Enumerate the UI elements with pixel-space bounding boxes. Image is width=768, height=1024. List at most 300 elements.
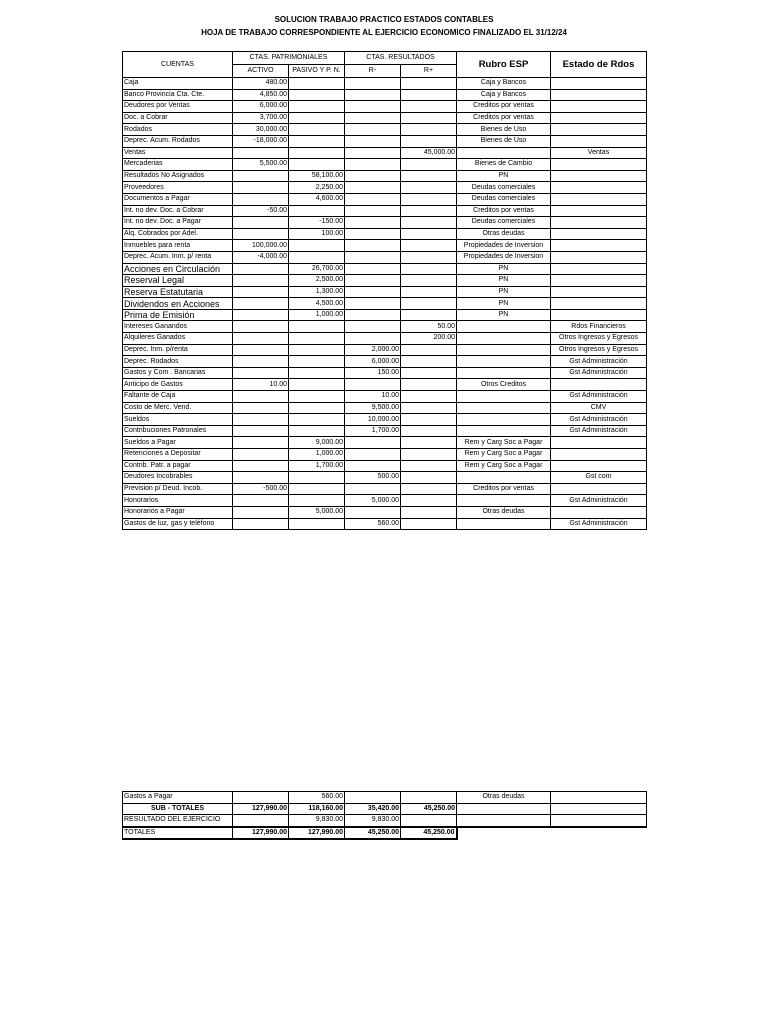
cell-r-minus <box>345 792 401 804</box>
cell-rubro <box>457 402 551 414</box>
header-r-plus: R+ <box>401 65 457 78</box>
cell-rubro: PN <box>457 309 551 321</box>
cell-estado <box>551 437 647 449</box>
cell-r-minus: 10.00 <box>345 391 401 403</box>
cell-activo <box>233 286 289 298</box>
cell-r-plus <box>401 159 457 171</box>
cell-activo: -4,000.00 <box>233 251 289 263</box>
table-row <box>123 506 647 518</box>
cell-estado <box>551 298 647 310</box>
title-line-1: SOLUCION TRABAJO PRACTICO ESTADOS CONTABLES <box>274 15 494 24</box>
cell-r-plus <box>401 101 457 113</box>
cell-r-minus: 45,250.00 <box>345 827 401 840</box>
cell-activo <box>233 460 289 472</box>
cell-pasivo: 26,700.00 <box>289 263 345 275</box>
cell-activo: 127,990.00 <box>233 803 289 815</box>
cell-r-minus <box>345 205 401 217</box>
cell-r-minus: 560.00 <box>345 518 401 530</box>
cell-r-minus <box>345 275 401 287</box>
cell-cuenta: Banco Provincia Cta. Cte. <box>123 89 233 101</box>
cell-estado <box>551 792 647 804</box>
cell-r-plus <box>401 425 457 437</box>
cell-pasivo: 2,500.00 <box>289 275 345 287</box>
header-ctas-resultados: CTAS. RESULTADOS <box>345 52 457 65</box>
cell-estado: Gst Administración <box>551 518 647 530</box>
cell-cuenta: Int. no dev. Doc. a Cobrar <box>123 205 233 217</box>
cell-r-plus <box>401 356 457 368</box>
table-row <box>123 159 647 171</box>
table-row <box>123 391 647 403</box>
table-row <box>123 251 647 263</box>
cell-pasivo: 1,000.00 <box>289 449 345 461</box>
cell-pasivo <box>289 344 345 356</box>
cell-r-minus <box>345 251 401 263</box>
cell-r-minus <box>345 379 401 391</box>
cell-pasivo <box>289 425 345 437</box>
cell-estado: Gst Administración <box>551 425 647 437</box>
header-r-minus: R- <box>345 65 401 78</box>
cell-r-plus <box>401 414 457 426</box>
cell-rubro: PN <box>457 275 551 287</box>
table-row <box>123 437 647 449</box>
table-row <box>123 135 647 147</box>
cell-pasivo: 118,160.00 <box>289 803 345 815</box>
header-rubro-esp: Rubro ESP <box>457 52 551 78</box>
cell-r-plus <box>401 367 457 379</box>
cell-pasivo <box>289 159 345 171</box>
cell-activo <box>233 402 289 414</box>
cell-cuenta: Gastos y Com . Bancarias <box>123 367 233 379</box>
table-row <box>123 460 647 472</box>
cell-rubro: Otras deudas <box>457 792 551 804</box>
table-row <box>123 344 647 356</box>
cell-estado <box>551 193 647 205</box>
cell-r-minus <box>345 193 401 205</box>
cell-estado: Otros Ingresos y Egresos <box>551 333 647 345</box>
cell-estado: Gst Administración <box>551 367 647 379</box>
cell-cuenta: Contrib. Patr. a pagar <box>123 460 233 472</box>
cell-pasivo <box>289 495 345 507</box>
cell-r-minus <box>345 309 401 321</box>
table-row <box>123 170 647 182</box>
table-row-subtotales <box>123 803 647 815</box>
cell-rubro <box>457 147 551 159</box>
cell-estado <box>551 170 647 182</box>
cell-r-minus <box>345 228 401 240</box>
cell-cuenta: Deudores por Ventas <box>123 101 233 113</box>
cell-cuenta: Ventas <box>123 147 233 159</box>
cell-r-plus <box>401 483 457 495</box>
cell-r-minus: 9,500.00 <box>345 402 401 414</box>
cell-r-plus <box>401 193 457 205</box>
cell-cuenta: Rodados <box>123 124 233 136</box>
cell-cuenta: RESULTADO DEL EJERCICIO <box>123 815 233 827</box>
cell-r-minus: 9,830.00 <box>345 815 401 827</box>
table-row <box>123 518 647 530</box>
cell-pasivo: 5,000.00 <box>289 506 345 518</box>
cell-activo <box>233 170 289 182</box>
table-row <box>123 495 647 507</box>
cell-rubro <box>457 815 551 827</box>
cell-activo: -500.00 <box>233 483 289 495</box>
cell-r-minus: 2,000.00 <box>345 344 401 356</box>
header-estado-rdos: Estado de Rdos <box>551 52 647 78</box>
cell-r-plus <box>401 344 457 356</box>
cell-rubro <box>457 803 551 815</box>
table-row <box>123 228 647 240</box>
cell-rubro: Otras deudas <box>457 228 551 240</box>
cell-rubro: Creditos por ventas <box>457 101 551 113</box>
cell-cuenta: Acciones en Circulación <box>123 263 233 275</box>
table-row <box>123 379 647 391</box>
cell-pasivo <box>289 321 345 333</box>
cell-pasivo: 1,000.00 <box>289 309 345 321</box>
cell-rubro <box>457 414 551 426</box>
cell-pasivo: 9,000.00 <box>289 437 345 449</box>
cell-estado: Rdos Financieros <box>551 321 647 333</box>
table-row <box>123 414 647 426</box>
cell-rubro: Rem y Carg Soc a Pagar <box>457 449 551 461</box>
cell-rubro: Propiedades de Inversion <box>457 240 551 252</box>
cell-estado <box>551 379 647 391</box>
cell-cuenta: Sueldos a Pagar <box>123 437 233 449</box>
cell-rubro: Creditos por ventas <box>457 483 551 495</box>
cell-activo <box>233 437 289 449</box>
cell-activo: 3,700.00 <box>233 112 289 124</box>
cell-r-minus <box>345 89 401 101</box>
table-row <box>123 309 647 321</box>
cell-pasivo <box>289 135 345 147</box>
cell-estado <box>551 240 647 252</box>
cell-activo <box>233 275 289 287</box>
cell-rubro: PN <box>457 263 551 275</box>
cell-pasivo <box>289 251 345 263</box>
cell-r-minus <box>345 298 401 310</box>
table-row <box>123 89 647 101</box>
cell-activo <box>233 356 289 368</box>
cell-pasivo: 4,600.00 <box>289 193 345 205</box>
cell-estado <box>551 263 647 275</box>
cell-pasivo <box>289 391 345 403</box>
cell-estado <box>551 135 647 147</box>
cell-rubro <box>457 518 551 530</box>
worksheet-table <box>122 51 647 530</box>
cell-r-plus <box>401 402 457 414</box>
table-row <box>123 78 647 90</box>
cell-r-plus <box>401 170 457 182</box>
cell-cuenta: Deudores Incobrables <box>123 472 233 484</box>
cell-activo <box>233 217 289 229</box>
table-row <box>123 101 647 113</box>
cell-r-plus: 200.00 <box>401 333 457 345</box>
cell-activo <box>233 263 289 275</box>
cell-r-plus: 45,000.00 <box>401 147 457 159</box>
cell-pasivo: 560.00 <box>289 792 345 804</box>
cell-pasivo: 2,250.00 <box>289 182 345 194</box>
cell-rubro: Otras deudas <box>457 506 551 518</box>
cell-r-minus: 1,700.00 <box>345 425 401 437</box>
cell-estado <box>551 205 647 217</box>
cell-r-minus: 10,000.00 <box>345 414 401 426</box>
cell-activo <box>233 321 289 333</box>
cell-r-plus <box>401 518 457 530</box>
cell-r-minus: 6,000.00 <box>345 356 401 368</box>
cell-r-minus <box>345 135 401 147</box>
table-row <box>123 449 647 461</box>
cell-pasivo <box>289 379 345 391</box>
cell-estado <box>551 112 647 124</box>
cell-activo <box>233 182 289 194</box>
cell-cuenta: Inmuebles para renta <box>123 240 233 252</box>
cell-pasivo: 1,300.00 <box>289 286 345 298</box>
cell-rubro: Otros Creditos <box>457 379 551 391</box>
cell-r-minus <box>345 182 401 194</box>
table-row <box>123 321 647 333</box>
cell-r-minus <box>345 321 401 333</box>
cell-r-plus <box>401 309 457 321</box>
cell-pasivo <box>289 101 345 113</box>
cell-rubro <box>457 391 551 403</box>
cell-rubro <box>457 425 551 437</box>
table-row-totales <box>123 827 647 840</box>
cell-r-minus <box>345 159 401 171</box>
cell-r-plus <box>401 263 457 275</box>
cell-r-plus: 45,250.00 <box>401 803 457 815</box>
table-row-resultado <box>123 815 647 827</box>
cell-cuenta: Alq. Cobrados por Adel. <box>123 228 233 240</box>
cell-cuenta: Reserval Legal <box>123 275 233 287</box>
cell-r-minus <box>345 333 401 345</box>
cell-rubro <box>457 495 551 507</box>
table-row <box>123 182 647 194</box>
cell-rubro <box>457 321 551 333</box>
cell-r-minus <box>345 286 401 298</box>
cell-cuenta: Faltante de Caja <box>123 391 233 403</box>
cell-estado <box>551 101 647 113</box>
cell-r-minus: 35,420.00 <box>345 803 401 815</box>
cell-r-plus <box>401 228 457 240</box>
cell-estado <box>551 228 647 240</box>
cell-estado: Otros Ingresos y Egresos <box>551 344 647 356</box>
table-row <box>123 124 647 136</box>
cell-activo: -50.00 <box>233 205 289 217</box>
table-row <box>123 483 647 495</box>
cell-rubro <box>457 367 551 379</box>
cell-cuenta: Intereses Ganandos <box>123 321 233 333</box>
cell-activo: 127,990.00 <box>233 827 289 840</box>
cell-activo <box>233 792 289 804</box>
table-row <box>123 193 647 205</box>
cell-rubro: Deudas comerciales <box>457 217 551 229</box>
cell-cuenta: Caja <box>123 78 233 90</box>
cell-cuenta: Anticipo de Gastos <box>123 379 233 391</box>
cell-rubro: PN <box>457 170 551 182</box>
cell-r-minus <box>345 460 401 472</box>
cell-estado: Gst Administración <box>551 414 647 426</box>
cell-cuenta: Doc. a Cobrar <box>123 112 233 124</box>
cell-estado <box>551 182 647 194</box>
cell-estado: Ventas <box>551 147 647 159</box>
cell-rubro: Deudas comerciales <box>457 182 551 194</box>
table-row <box>123 217 647 229</box>
cell-pasivo <box>289 402 345 414</box>
table-row <box>123 425 647 437</box>
table-row <box>123 367 647 379</box>
cell-rubro: Rem y Carg Soc a Pagar <box>457 460 551 472</box>
cell-cuenta: Alquileres Ganados <box>123 333 233 345</box>
cell-activo <box>233 228 289 240</box>
cell-pasivo <box>289 112 345 124</box>
cell-estado <box>551 286 647 298</box>
cell-r-plus <box>401 275 457 287</box>
header-ctas-patrimoniales: CTAS. PATRIMONIALES <box>233 52 345 65</box>
table-row <box>123 275 647 287</box>
cell-estado <box>551 309 647 321</box>
cell-r-plus <box>401 251 457 263</box>
cell-r-minus <box>345 240 401 252</box>
cell-pasivo <box>289 240 345 252</box>
table-row <box>123 205 647 217</box>
cell-r-plus: 50.00 <box>401 321 457 333</box>
cell-pasivo: 127,990.00 <box>289 827 345 840</box>
cell-r-plus <box>401 815 457 827</box>
cell-estado <box>551 483 647 495</box>
cell-activo <box>233 815 289 827</box>
table-row <box>123 472 647 484</box>
table-row <box>123 147 647 159</box>
cell-r-minus <box>345 170 401 182</box>
cell-cuenta: Retenciones a Depositar <box>123 449 233 461</box>
cell-activo <box>233 193 289 205</box>
cell-rubro: Creditos por ventas <box>457 205 551 217</box>
cell-cuenta: TOTALES <box>123 827 233 840</box>
cell-pasivo: 4,500.00 <box>289 298 345 310</box>
title-line-2: HOJA DE TRABAJO CORRESPONDIENTE AL EJERCICIO ECONOMICO FINALIZADO EL 31/12/24 <box>201 28 567 37</box>
cell-r-plus <box>401 78 457 90</box>
table-row-gastos-a-pagar <box>123 792 647 804</box>
cell-r-plus <box>401 472 457 484</box>
cell-rubro: Bienes de Uso <box>457 135 551 147</box>
cell-estado: Gst Administración <box>551 356 647 368</box>
cell-cuenta: Reserva Estatutaria <box>123 286 233 298</box>
cell-r-plus <box>401 112 457 124</box>
cell-rubro <box>457 356 551 368</box>
cell-cuenta: Proveedores <box>123 182 233 194</box>
cell-activo <box>233 344 289 356</box>
cell-estado <box>551 78 647 90</box>
cell-cuenta: Honorarios a Pagar <box>123 506 233 518</box>
cell-r-plus <box>401 124 457 136</box>
cell-r-minus <box>345 147 401 159</box>
cell-r-plus <box>401 217 457 229</box>
cell-activo <box>233 506 289 518</box>
cell-activo <box>233 449 289 461</box>
cell-activo <box>233 333 289 345</box>
cell-activo: 5,500.00 <box>233 159 289 171</box>
cell-pasivo: 9,830.00 <box>289 815 345 827</box>
cell-r-plus <box>401 298 457 310</box>
cell-estado <box>551 217 647 229</box>
cell-activo <box>233 309 289 321</box>
cell-estado <box>551 506 647 518</box>
cell-activo <box>233 367 289 379</box>
cell-r-minus <box>345 437 401 449</box>
cell-activo: -18,000.00 <box>233 135 289 147</box>
table-row <box>123 356 647 368</box>
cell-cuenta: SUB - TOTALES <box>123 803 233 815</box>
cell-pasivo <box>289 356 345 368</box>
cell-cuenta: Deprec. Acum. Inm. p/ renta <box>123 251 233 263</box>
cell-r-minus: 500.00 <box>345 472 401 484</box>
cell-activo <box>233 472 289 484</box>
cell-activo: 30,000.00 <box>233 124 289 136</box>
cell-cuenta: Gastos a Pagar <box>123 792 233 804</box>
cell-cuenta: Prevision p/ Deud. Incob. <box>123 483 233 495</box>
cell-r-plus <box>401 449 457 461</box>
cell-r-minus <box>345 217 401 229</box>
cell-activo: 4,850.00 <box>233 89 289 101</box>
cell-r-minus <box>345 483 401 495</box>
cell-activo: 6,000.00 <box>233 101 289 113</box>
cell-cuenta: Dividendos en Acciones <box>123 298 233 310</box>
table-row <box>123 298 647 310</box>
cell-activo <box>233 414 289 426</box>
header-activo: ACTIVO <box>233 65 289 78</box>
table-row <box>123 333 647 345</box>
cell-cuenta: Int. no dev. Doc. a Pagar <box>123 217 233 229</box>
cell-r-plus <box>401 495 457 507</box>
cell-rubro: Rem y Carg Soc a Pagar <box>457 437 551 449</box>
cell-r-plus: 45,250.00 <box>401 827 457 840</box>
cell-r-minus <box>345 263 401 275</box>
cell-pasivo <box>289 483 345 495</box>
cell-cuenta: Documentos a Pagar <box>123 193 233 205</box>
cell-activo <box>233 147 289 159</box>
cell-estado <box>551 803 647 815</box>
cell-rubro <box>457 344 551 356</box>
cell-rubro: Bienes de Cambio <box>457 159 551 171</box>
cell-r-minus: 150.00 <box>345 367 401 379</box>
cell-cuenta: Resultados No Asignados <box>123 170 233 182</box>
cell-cuenta: Honorarios <box>123 495 233 507</box>
cell-cuenta: Mercaderias <box>123 159 233 171</box>
cell-activo: 10.00 <box>233 379 289 391</box>
cell-estado <box>551 89 647 101</box>
cell-r-minus <box>345 506 401 518</box>
table-row <box>123 402 647 414</box>
cell-pasivo: 100.00 <box>289 228 345 240</box>
cell-r-plus <box>401 460 457 472</box>
cell-r-minus <box>345 449 401 461</box>
cell-rubro <box>457 472 551 484</box>
cell-rubro: Bienes de Uso <box>457 124 551 136</box>
cell-pasivo: 1,700.00 <box>289 460 345 472</box>
cell-r-plus <box>401 182 457 194</box>
cell-activo <box>233 391 289 403</box>
cell-r-plus <box>401 506 457 518</box>
cell-r-plus <box>401 792 457 804</box>
cell-rubro: Caja y Bancos <box>457 78 551 90</box>
cell-estado <box>551 124 647 136</box>
table-row <box>123 240 647 252</box>
cell-rubro: Caja y Bancos <box>457 89 551 101</box>
table-row <box>123 263 647 275</box>
table-row <box>123 112 647 124</box>
cell-estado: Gst Administración <box>551 391 647 403</box>
cell-estado: CMV <box>551 402 647 414</box>
cell-r-plus <box>401 286 457 298</box>
cell-rubro: PN <box>457 286 551 298</box>
